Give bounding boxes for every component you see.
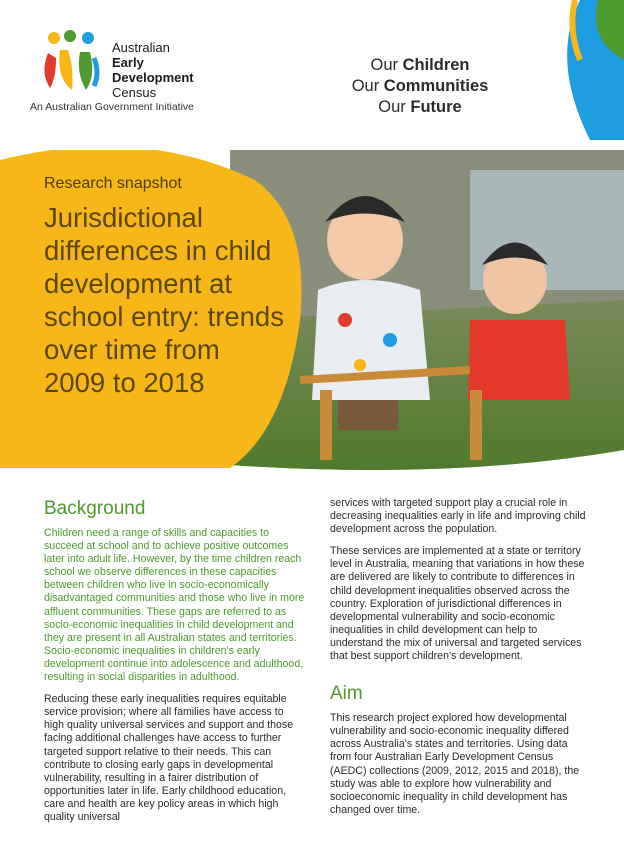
background-paragraph-3: These services are implemented at a state or territory level in Australia, meaning that variations in how these are delivered are likely to contribute to differences in child development inequalities observed across the country. Exploration of jurisdictional differences in developmental vulnerability and socio-economic inequalities in child development can help to understand the mix of universal and targeted services that best support children's development. [330, 545, 585, 663]
aim-heading: Aim [330, 683, 363, 705]
left-column [44, 498, 306, 833]
page-title: Jurisdictional differences in child development at school entry: trends over time from 2009 to 2018 [44, 202, 284, 398]
background-paragraph-1: Children need a range of skills and capacities to succeed at school and to achieve positive outcomes later into adult life. However, by the time children reach school we observe differences in these capacities between children who live in socio-economically disadvantaged communities and those who live in more affluent communities. These gaps are referred to as socio-economic inequalities in child development and they are present in all Australian states and territories. Socio-economic inequalities in children's early development continue into adolescence and adulthood, resulting in social disparities in adulthood. [44, 527, 305, 684]
slogan-line-children: Our Children [370, 56, 470, 74]
logo-text-development: Development [112, 70, 194, 85]
background-paragraph-2-continued: services with targeted support play a crucial role in decreasing inequalities early in life and improving child development across the population. [330, 497, 586, 536]
right-column [330, 497, 588, 826]
logo-text-early: Early [112, 55, 144, 70]
research-snapshot-label: Research snapshot [44, 175, 182, 192]
logo-text-australian: Australian [112, 40, 170, 55]
aedc-logo-mark [30, 28, 110, 103]
background-heading: Background [44, 498, 146, 519]
government-initiative-tagline: An Australian Government Initiative [30, 101, 195, 113]
background-paragraph-2: Reducing these early inequalities requires equitable service provision; where all families have access to high quality universal services and support and those facing additional challenges have access to further targeted support relative to their needs. This can contribute to closing early gaps in developmental vulnerability, resulting in a fairer distribution of opportunities later in life. Early childhood education, care and health are key policy areas in which high quality universal [44, 693, 294, 823]
corner-decoration [520, 0, 624, 140]
hero-text [44, 175, 284, 399]
logo-text-census: Census [112, 85, 157, 100]
slogan-line-communities: Our Communities [351, 77, 489, 95]
slogan [330, 55, 510, 118]
aim-paragraph: This research project explored how developmental vulnerability and socio-economic inequality differed across Australia's states and territories. Using data from four Australian Early Development Census (AEDC) collections (2009, 2012, 2015 and 2018), the study was able to explore how vulnerability and socioeconomic inequality in child development has changed over time. [330, 712, 580, 816]
slogan-line-future: Our Future [378, 98, 462, 116]
